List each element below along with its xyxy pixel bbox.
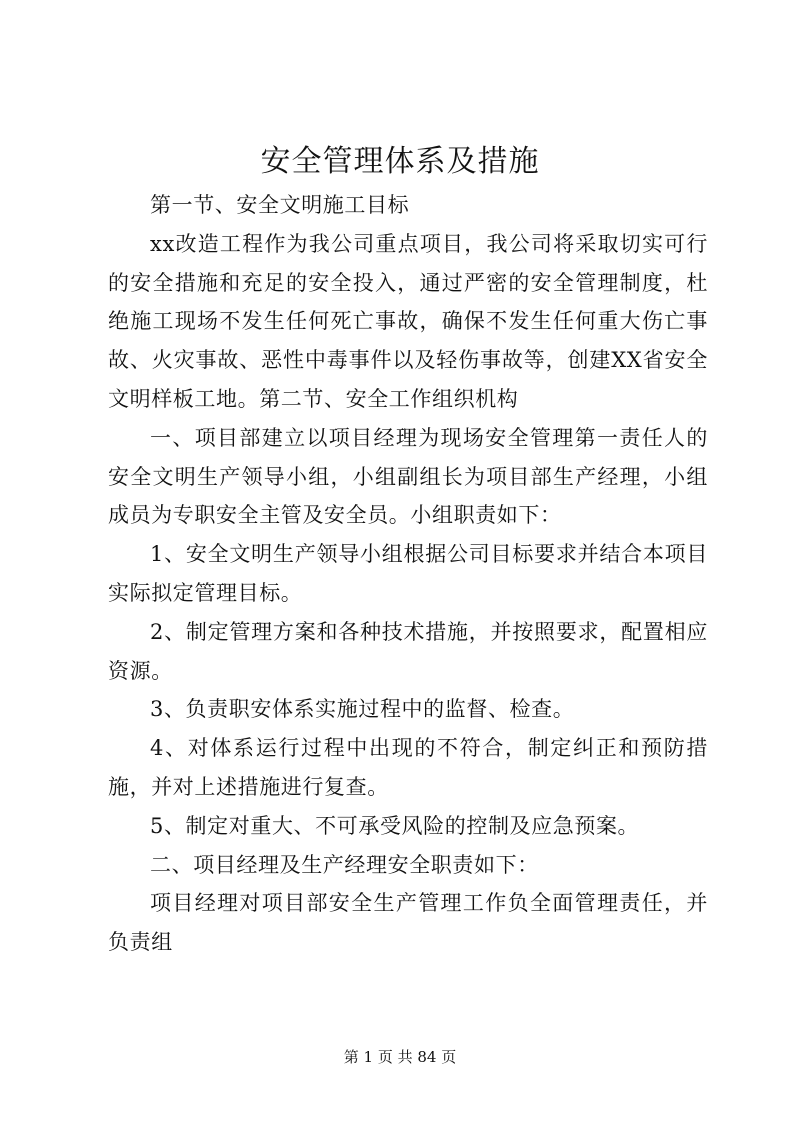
section-heading-1: 第一节、安全文明施工目标 — [150, 193, 410, 217]
list-item-2: 2、制定管理方案和各种技术措施，并按照要求，配置相应资源。 — [108, 619, 708, 683]
paragraph-goal: xx改造工程作为我公司重点项目，我公司将采取切实可行的安全措施和充足的安全投入，通过严密的安全管理制度，杜绝施工现场不发生任何死亡事故，确保不发生任何重大伤亡事故、火灾事故、恶性中毒事件以及轻伤事故等，创建XX省安全文明样板工地。第二节、安全工作组织机构 — [108, 231, 708, 411]
document-body — [108, 186, 708, 962]
list-item-1: 1、安全文明生产领导小组根据公司目标要求并结合本项目实际拟定管理目标。 — [108, 542, 708, 605]
paragraph-organization: 一、项目部建立以项目经理为现场安全管理第一责任人的安全文明生产领导小组，小组副组长为项目部生产经理，小组成员为专职安全主管及安全员。小组职责如下： — [108, 425, 708, 528]
list-item-3: 3、负责职安体系实施过程中的监督、检查。 — [150, 697, 575, 722]
list-item-4: 4、对体系运行过程中出现的不符合，制定纠正和预防措施，并对上述措施进行复查。 — [108, 736, 708, 799]
paragraph-manager-duty: 项目经理对项目部安全生产管理工作负全面管理责任，并负责组 — [108, 891, 708, 955]
list-item-5: 5、制定对重大、不可承受风险的控制及应急预案。 — [150, 813, 640, 838]
page-footer: 第 1 页 共 84 页 — [343, 1048, 457, 1066]
section-heading-2: 二、项目经理及生产经理安全职责如下： — [150, 852, 539, 877]
document-title: 安全管理体系及措施 — [260, 144, 540, 179]
